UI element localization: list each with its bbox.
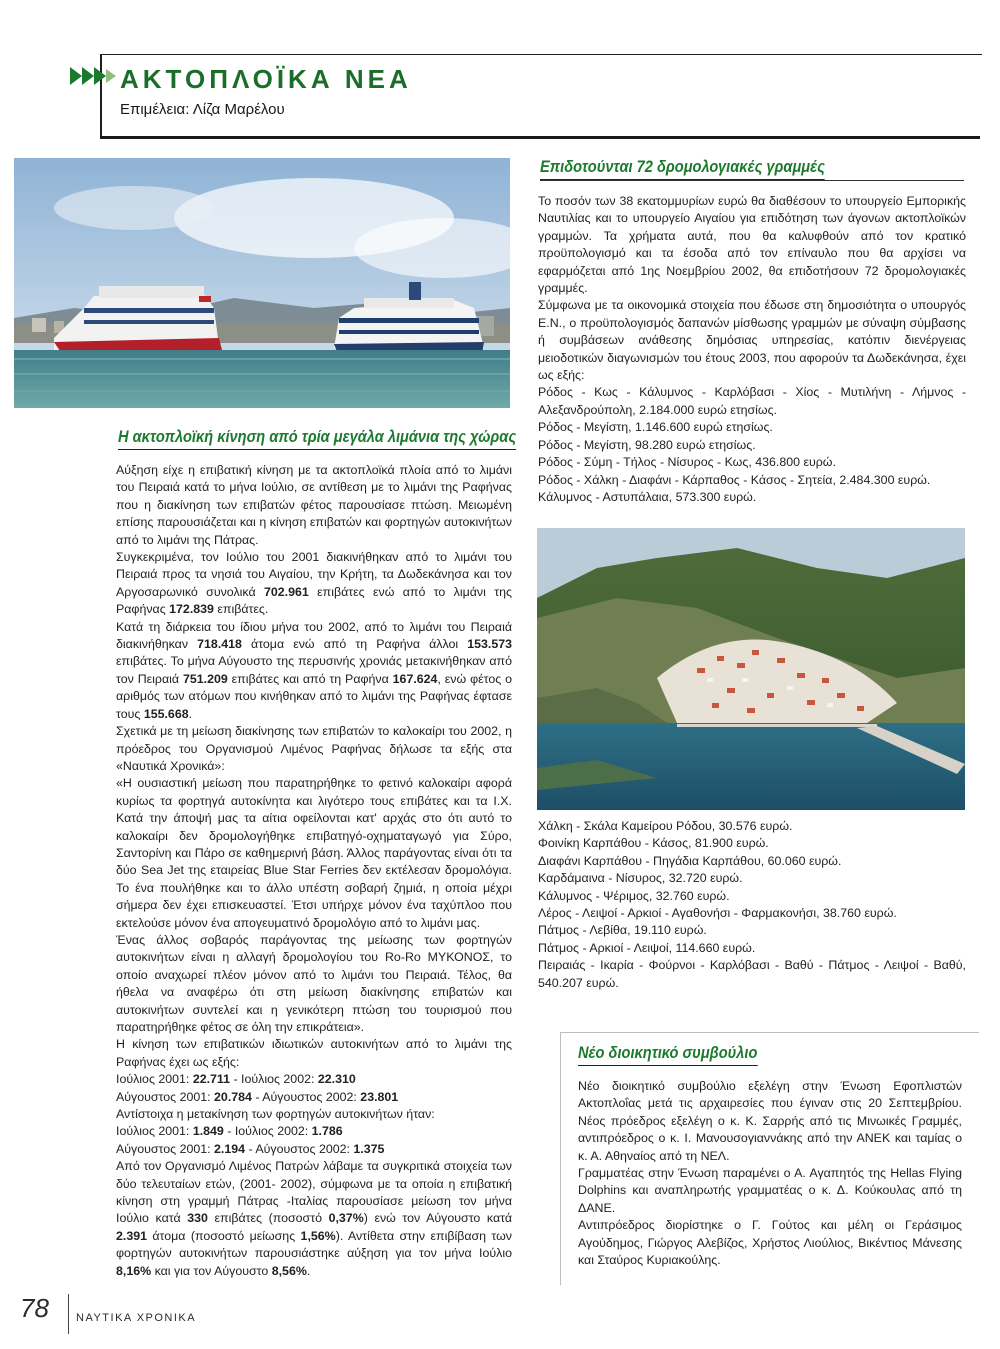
route-line: Ρόδος - Μεγίστη, 1.146.600 ευρώ ετησίως. (538, 420, 773, 435)
section-title: ΑΚΤΟΠΛΟΪΚΑ ΝΕΑ (120, 64, 412, 94)
route-line: Πειραιάς - Ικαρία - Φούρνοι - Καρλόβασι - Βαθύ - Πάτμος - Λειψοί - Βαθύ, 540.207 ευρώ. (538, 958, 966, 990)
route-line: Φοινίκη Καρπάθου - Κάσος, 81.900 ευρώ. (538, 836, 769, 851)
board-article-title: Νέο διοικητικό συμβούλιο (578, 1043, 757, 1066)
right-article-continued (538, 818, 966, 992)
paragraph: Αύξηση είχε η επιβατική κίνηση με τα ακτοπλοϊκά πλοία από το λιμάνι του Πειραιά κατά το μήνα Ιούλιο, σε αντίθεση με το λιμάνι της Ραφήνας που η διακίνηση των επιβατών φέτος παρουσίασε πτώση. Μειωμένη επίσης παρουσιάζεται και η κίνηση επιβατών και φορτηγών αυτοκινήτων από το λιμάνι της Πάτρας. (116, 463, 512, 547)
route-line: Διαφάνι Καρπάθου - Πηγάδια Καρπάθου, 60.060 ευρώ. (538, 853, 842, 868)
magazine-name: ΝΑΥΤΙΚΑ ΧΡΟΝΙΚΑ (76, 1312, 197, 1324)
paragraph: Σχετικά με τη μείωση διακίνησης των επιβατών το καλοκαίρι του 2002, η πρόεδρος του Οργανισμού Λιμένος Ραφήνας δήλωσε τα εξής στα «Ναυτικά Χρονικά»: (116, 724, 512, 773)
left-article-body (116, 462, 512, 1280)
right-article-title: Επιδοτούνται 72 δρομολογιακές γραμμές (540, 157, 825, 180)
route-line: Πάτμος - Λεβίθα, 19.110 ευρώ. (538, 923, 707, 938)
route-line: Ρόδος - Κως - Κάλυμνος - Καρλόβασι - Χίος - Μυτιλήνη - Λήμνος - Αλεξανδρούπολη, 2.184.000 ευρώ ετησίως. (538, 385, 966, 417)
right-title-rule (540, 180, 964, 181)
paragraph: Κατά τη διάρκεια του ίδιου μήνα του 2002, από το λιμάνι του Πειραιά διακινήθηκαν 718.418 άτομα ενώ από τη Ραφήνα άλλοι 153.573 επιβάτες. Το μήνα Αύγουστο της περυσινής χρονιάς μετακινήθηκαν από τον Πειραιά 751.209 επιβάτες και από τη Ραφήνα 167.624, ενώ φέτος ο αριθμός των ατόμων που κινήθηκαν από το λιμάνι της Ραφήνας έφτασε τους 155.668. (116, 619, 512, 721)
route-line: Χάλκη - Σκάλα Καμείρου Ρόδου, 30.576 ευρώ. (538, 819, 793, 833)
left-article-title: Η ακτοπλοϊκή κίνηση από τρία μεγάλα λιμάνια της χώρας (118, 427, 516, 450)
stat-line: Ιούλιος 2001: 22.711 - Ιούλιος 2002: 22.310 (116, 1072, 356, 1087)
paragraph: Ένας άλλος σοβαρός παράγοντας της μείωσης των φορτηγών αυτοκινήτων είναι η αλλαγή δρομολογίου του Ro-Ro ΜΥΚΟΝΟΣ, το οποίο αναχωρεί πλέον μόνον από το λιμάνι του Πειραιά. Τέλος, θα ήθελα να αναφέρω ότι στη μείωση διακίνησης επιβατών και αυτοκινήτων συντελεί και η γενικότερη πτώση του τουρισμού που παρατηρήθηκε φέτος σε όλη την επικράτεια». (116, 932, 512, 1034)
triple-arrow-icon (70, 64, 118, 93)
route-line: Ρόδος - Σύμη - Τήλος - Νίσυρος - Κως, 436.800 ευρώ. (538, 455, 836, 470)
paragraph: Από τον Οργανισμό Λιμένος Πατρών λάβαμε τα συγκριτικά στοιχεία των δύο τελευταίων ετών, (2001- 2002), σύμφωνα με τα οποία η επιβατική κίνηση στη γραμμή Πάτρας -Ιταλίας παρουσίασε μείωση τον μήνα Ιούλιο κατά 330 επιβάτες (ποσοστό 0,37%) ενώ τον Αύγουστο κατά 2.391 άτομα (ποσοστό μείωσης 1,56%). Αντίθετα στην επιβίβαση των φορτηγών αυτοκινήτων παρουσιάστηκε αύξηση για τον μήνα Ιούλιο 8,16% και για τον Αύγουστο 8,56%. (116, 1159, 512, 1278)
route-line: Πάτμος - Αρκιοί - Λειψοί, 114.660 ευρώ. (538, 940, 756, 955)
page-number: 78 (20, 1293, 49, 1323)
route-line: Καρδάμαινα - Νίσυρος, 32.720 ευρώ. (538, 871, 743, 886)
island-town-photo (537, 528, 965, 810)
paragraph: Αντιπρόεδρος διορίστηκε ο Γ. Γούτος και μέλη οι Γεράσιμος Αγούδημος, Γιώργος Αλεβίζος, Χρήστος Λιούλιος, Βικέντιος Μάνεσης και Σταύρος Κυριακούλης. (578, 1218, 962, 1268)
board-article-body (578, 1078, 962, 1269)
route-line: Λέρος - Λειψοί - Αρκιοί - Αγαθονήσι - Φαρμακονήσι, 38.760 ευρώ. (538, 906, 897, 921)
route-line: Κάλυμνος - Αστυπάλαια, 573.300 ευρώ. (538, 489, 757, 504)
footer-divider (68, 1294, 69, 1334)
stat-line: Αύγουστος 2001: 2.194 - Αύγουστος 2002: 1.375 (116, 1141, 385, 1156)
paragraph: Η κίνηση των επιβατικών ιδιωτικών αυτοκινήτων από το λιμάνι της Ραφήνας έχει ως εξής: (116, 1037, 512, 1069)
paragraph: Το ποσόν των 38 εκατομμυρίων ευρώ θα διαθέσουν το υπουργείο Εμπορικής Ναυτιλίας και το υπουργείο Αιγαίου για επιδότηση των άγονων ακτοπλοϊκών γραμμών. Τα χρήματα αυτά, που θα καλυφθούν από τον κρατικό προϋπολογισμό και τα έσοδα από τον επίναυλο που θα αρχίσει να εφαρμόζεται από 1ης Νοεμβρίου 2002, θα επιδοτήσουν 72 δρομολογιακές γραμμές. (538, 194, 966, 296)
paragraph: Συγκεκριμένα, τον Ιούλιο του 2001 διακινήθηκαν από το λιμάνι του Πειραιά προς τα νησιά του Αιγαίου, την Κρήτη, τα Δωδεκάνησα και τον Αργοσαρωνικό συνολικά 702.961 επιβάτες ενώ από το λιμάνι της Ραφήνας 172.839 επιβάτες. (116, 550, 512, 617)
stat-line: Ιούλιος 2001: 1.849 - Ιούλιος 2002: 1.786 (116, 1124, 343, 1139)
ferries-harbour-photo (14, 158, 510, 408)
header-rule (100, 136, 980, 139)
paragraph: Σύμφωνα με τα οικονομικά στοιχεία που έδωσε στη δημοσιότητα ο υπουργός Ε.Ν., ο προϋπολογισμός δαπανών μίσθωσης γραμμών με σύναψη σύμβασης ή συμβάσεων ανάθεσης δημόσιας υπηρεσίας, κατόπιν διενέργειας μειοδοτικών διαγωνισμών του έτους 2003, που αφορούν τα Δωδεκάνησα, έχει ως εξής: (538, 298, 966, 383)
stat-line: Αύγουστος 2001: 20.784 - Αύγουστος 2002: 23.801 (116, 1089, 399, 1104)
paragraph: Αντίστοιχα η μετακίνηση των φορτηγών αυτοκινήτων ήταν: (116, 1107, 435, 1122)
route-line: Κάλυμνος - Ψέριμος, 32.760 ευρώ. (538, 888, 730, 903)
paragraph: Νέο διοικητικό συμβούλιο εξελέγη στην Ένωση Εφοπλιστών Ακτοπλοΐας μετά τις αρχαιρεσίες που έγιναν στις 20 Σεπτεμβρίου. Νέος πρόεδρος εξελέγη ο κ. Κ. Σαρρής από τις Μινωικές Γραμμές, αντιπρόεδρος ο κ. Ι. Μανουσογιαννάκης από την ΑΝΕΚ και ταμίας ο κ. Α. Αθηναίος από τη ΝΕΛ. (578, 1079, 962, 1163)
paragraph: Γραμματέας στην Ένωση παραμένει ο Α. Αγαπητός της Hellas Flying Dolphins και αναπληρωτής γραμματέας ο κ. Δ. Κούκουλας από τη ΔΑΝΕ. (578, 1166, 962, 1215)
right-article-body (538, 193, 966, 506)
editor-credit: Επιμέλεια: Λίζα Μαρέλου (120, 101, 285, 118)
route-line: Ρόδος - Χάλκη - Διαφάνι - Κάρπαθος - Κάσος - Σητεία, 2.484.300 ευρώ. (538, 472, 931, 487)
paragraph: «Η ουσιαστική μείωση που παρατηρήθηκε το φετινό καλοκαίρι αφορά κυρίως τα φορτηγά αυτοκίνητα και λιγότερο τους επιβάτες και τα Ι.Χ. Κατά την άποψή μας τα αίτια οφείλονται κατ' αρχάς στο ότι αυτό το καλοκαίρι δεν δρομολογήθηκε επιβατηγό-οχηματαγωγό για Σύρο, Σαντορίνη και Πάρο σε καθημερινή βάση. Άλλος παράγοντας είναι ότι τα δύο Sea Jet της εταιρείας Blue Star Ferries δεν εκτέλεσαν δρομολόγια. Το ένα πουλήθηκε και το άλλο υπέστη σοβαρή ζημιά, η οποία μέχρι σήμερα δεν έχει επισκευαστεί. Έτσι υπήρχε μόνον ένα ταχύπλοο που εκτελούσε μόνον ένα απογευματινό δρομολόγιο από το λιμάνι μας. (116, 776, 512, 930)
route-line: Ρόδος - Μεγίστη, 98.280 ευρώ ετησίως. (538, 437, 756, 452)
